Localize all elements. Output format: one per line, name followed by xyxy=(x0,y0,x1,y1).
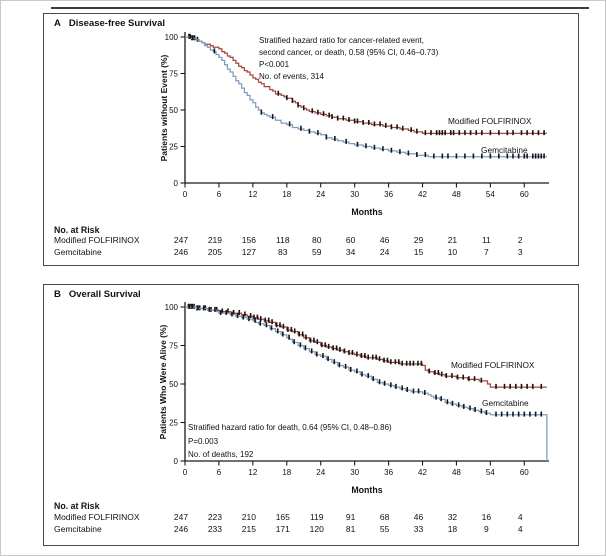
svg-text:246: 246 xyxy=(173,247,189,257)
svg-text:50: 50 xyxy=(169,106,178,115)
svg-text:83: 83 xyxy=(278,247,288,257)
svg-text:48: 48 xyxy=(451,190,461,199)
top-rule-divider xyxy=(51,7,589,9)
svg-text:18: 18 xyxy=(282,468,292,477)
panel-b-x-axis-label: Months xyxy=(351,485,383,495)
panel-a-hazard-ratio-annotation xyxy=(259,35,438,83)
panel-a-title-text: Disease-free Survival xyxy=(68,18,165,29)
svg-text:24: 24 xyxy=(316,468,326,477)
svg-text:219: 219 xyxy=(207,235,223,245)
svg-text:24: 24 xyxy=(379,247,390,257)
svg-text:68: 68 xyxy=(379,512,390,522)
svg-text:118: 118 xyxy=(276,235,290,245)
svg-text:0: 0 xyxy=(182,468,188,477)
panel-b-folfirinox-curve-label: Modified FOLFIRINOX xyxy=(451,360,535,370)
panel-a-gemcitabine-curve-label: Gemcitabine xyxy=(481,145,528,155)
svg-text:6: 6 xyxy=(216,190,222,199)
svg-text:6: 6 xyxy=(216,468,222,477)
svg-text:4: 4 xyxy=(517,512,523,522)
svg-text:21: 21 xyxy=(447,235,458,245)
svg-text:4: 4 xyxy=(517,524,523,534)
panel-b-plot-svg xyxy=(44,285,578,545)
svg-text:120: 120 xyxy=(309,524,324,534)
svg-text:12: 12 xyxy=(248,190,258,199)
panel-a-folfirinox-curve-label: Modified FOLFIRINOX xyxy=(448,116,532,126)
svg-text:119: 119 xyxy=(309,512,324,522)
svg-text:25: 25 xyxy=(169,418,178,428)
svg-text:50: 50 xyxy=(169,380,178,389)
panel-b-y-axis-label: Patients Who Were Alive (%) xyxy=(158,324,168,440)
svg-text:59: 59 xyxy=(311,247,322,257)
annotation-line: second cancer, or death, 0.58 (95% CI, 0.46–0.73) xyxy=(259,48,439,57)
svg-text:100: 100 xyxy=(164,33,178,42)
svg-text:42: 42 xyxy=(418,468,427,477)
svg-text:233: 233 xyxy=(207,524,223,534)
svg-text:210: 210 xyxy=(241,512,256,522)
svg-text:24: 24 xyxy=(316,190,326,199)
svg-text:36: 36 xyxy=(384,468,394,477)
svg-text:48: 48 xyxy=(451,468,461,477)
panel-a-x-axis-label: Months xyxy=(351,207,383,217)
svg-text:12: 12 xyxy=(248,468,258,477)
svg-text:91: 91 xyxy=(345,512,356,522)
svg-text:0: 0 xyxy=(182,190,188,199)
annotation-line: No. of events, 314 xyxy=(259,72,324,81)
annotation-line: P<0.001 xyxy=(259,60,290,69)
panel-b-title-text: Overall Survival xyxy=(68,289,141,300)
svg-text:7: 7 xyxy=(484,247,489,257)
svg-text:36: 36 xyxy=(384,190,394,199)
svg-text:60: 60 xyxy=(519,190,529,199)
svg-text:247: 247 xyxy=(173,235,189,245)
svg-text:100: 100 xyxy=(164,303,178,312)
svg-text:55: 55 xyxy=(379,524,390,534)
svg-text:46: 46 xyxy=(379,235,390,245)
svg-text:81: 81 xyxy=(345,524,356,534)
svg-text:246: 246 xyxy=(173,524,189,534)
svg-text:10: 10 xyxy=(447,247,458,257)
svg-text:165: 165 xyxy=(275,512,290,522)
panel-a-at-risk-row-label-gemcitabine: Gemcitabine xyxy=(54,247,102,257)
svg-text:30: 30 xyxy=(350,468,360,477)
svg-text:60: 60 xyxy=(519,468,529,477)
svg-text:75: 75 xyxy=(169,341,178,351)
svg-text:205: 205 xyxy=(207,247,223,257)
panel-b-at-risk-header: No. at Risk xyxy=(54,501,100,511)
panel-a-letter: A xyxy=(54,18,61,29)
panel-b-hazard-ratio-annotation xyxy=(188,421,392,462)
svg-text:16: 16 xyxy=(481,512,492,522)
svg-text:54: 54 xyxy=(485,190,495,199)
svg-text:60: 60 xyxy=(345,235,356,245)
svg-text:54: 54 xyxy=(485,468,495,477)
panel-disease-free-survival xyxy=(43,13,579,266)
panel-a-at-risk-header: No. at Risk xyxy=(54,225,100,235)
svg-text:3: 3 xyxy=(517,247,523,257)
svg-text:156: 156 xyxy=(241,235,256,245)
annotation-line: Stratified hazard ratio for cancer-related event, xyxy=(259,36,424,45)
svg-text:2: 2 xyxy=(517,235,523,245)
svg-text:11: 11 xyxy=(481,235,491,245)
svg-text:223: 223 xyxy=(207,512,223,522)
panel-a-y-axis-label: Patients without Event (%) xyxy=(159,54,169,162)
svg-text:215: 215 xyxy=(241,524,256,534)
svg-text:29: 29 xyxy=(413,235,424,245)
svg-text:25: 25 xyxy=(169,142,178,152)
svg-text:18: 18 xyxy=(282,190,292,199)
svg-text:9: 9 xyxy=(484,524,489,534)
svg-text:127: 127 xyxy=(241,247,256,257)
svg-text:171: 171 xyxy=(275,524,290,534)
panel-b-at-risk-row-label-folfirinox: Modified FOLFIRINOX xyxy=(54,512,140,522)
panel-b-at-risk-row-label-gemcitabine: Gemcitabine xyxy=(54,524,102,534)
svg-text:30: 30 xyxy=(350,190,360,199)
panel-b-letter: B xyxy=(54,289,61,300)
svg-text:18: 18 xyxy=(447,524,458,534)
svg-text:247: 247 xyxy=(173,512,189,522)
panel-overall-survival xyxy=(43,284,579,546)
svg-text:33: 33 xyxy=(413,524,424,534)
svg-text:0: 0 xyxy=(173,457,178,466)
svg-text:32: 32 xyxy=(447,512,458,522)
svg-text:42: 42 xyxy=(418,190,427,199)
panel-a-at-risk-row-label-folfirinox: Modified FOLFIRINOX xyxy=(54,235,140,245)
annotation-line: No. of deaths, 192 xyxy=(188,450,254,459)
annotation-line: Stratified hazard ratio for death, 0.64 (95% CI, 0.48–0.86) xyxy=(188,423,392,432)
annotation-line: P=0.003 xyxy=(188,436,219,446)
svg-text:80: 80 xyxy=(311,235,322,245)
svg-text:75: 75 xyxy=(169,69,178,79)
panel-b-gemcitabine-curve-label: Gemcitabine xyxy=(482,398,529,408)
svg-text:46: 46 xyxy=(413,512,424,522)
svg-text:15: 15 xyxy=(413,247,424,257)
svg-text:34: 34 xyxy=(345,247,356,257)
svg-text:0: 0 xyxy=(173,179,178,188)
